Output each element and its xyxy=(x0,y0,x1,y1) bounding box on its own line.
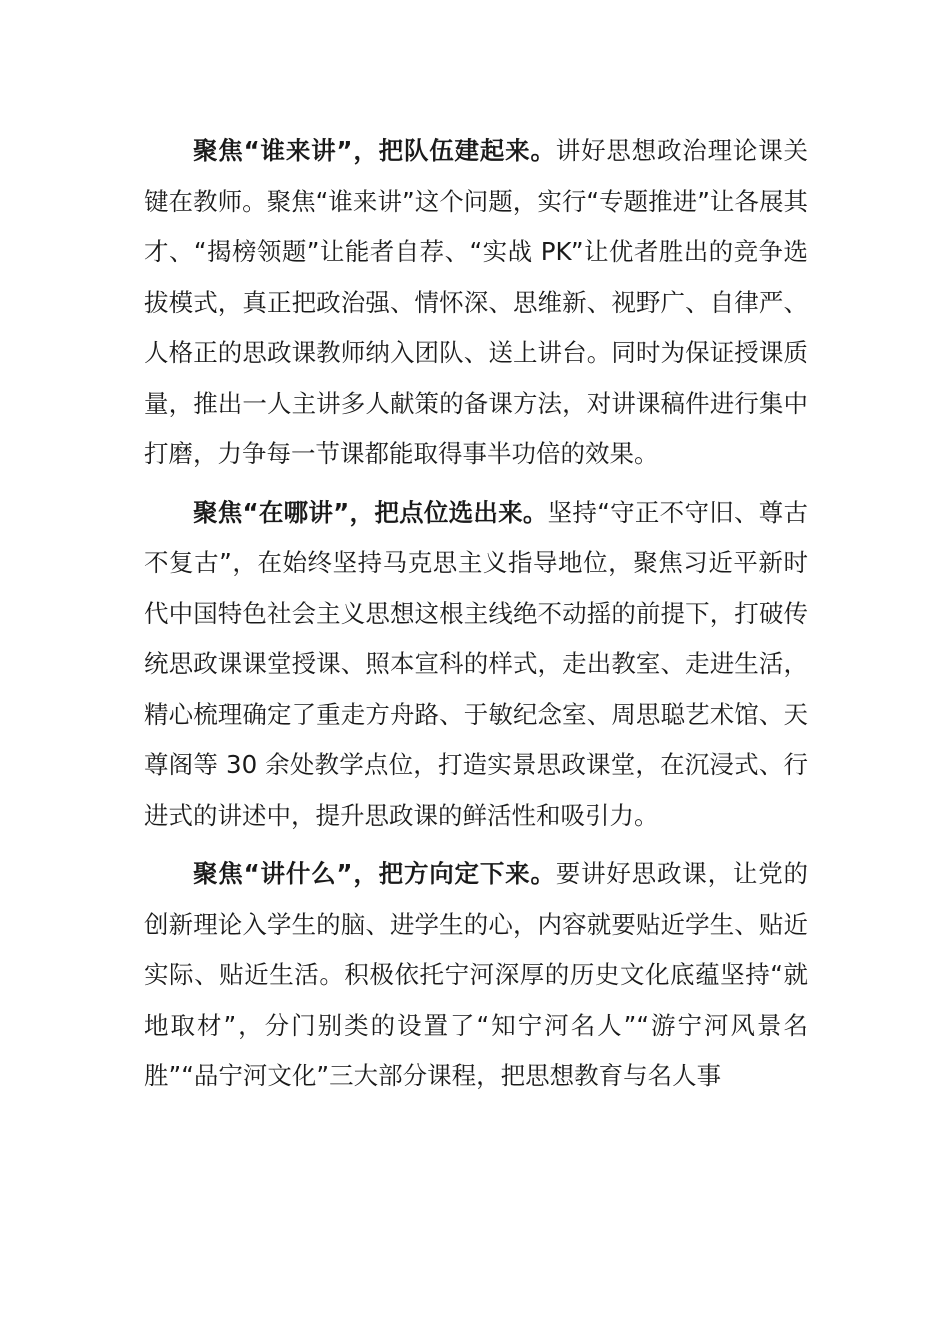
paragraph-where-to-teach xyxy=(144,488,808,842)
paragraph-body-text: 坚持“守正不守旧、尊古不复古”，在始终坚持马克思主义指导地位，聚焦习近平新时代中国特色社会主义思想这根主线绝不动摇的前提下，打破传统思政课课堂授课、照本宣科的样式，走出教室、走进生活，精心梳理确定了重走方舟路、于敏纪念室、周思聪艺术馆、天尊阁等 30 余处教学点位，打造实景思政课堂，在沉浸式、行进式的讲述中，提升思政课的鲜活性和吸引力。 xyxy=(144,497,809,830)
paragraph-body-text: 要讲好思政课，让党的创新理论入学生的脑、进学生的心，内容就要贴近学生、贴近实际、贴近生活。积极依托宁河深厚的历史文化底蕴坚持“就地取材”，分门别类的设置了“知宁河名人”“游宁河风景名胜”“品宁河文化”三大部分课程，把思想教育与名人事 xyxy=(144,859,809,1090)
document-body xyxy=(144,126,808,1110)
paragraph-who-teaches xyxy=(144,126,808,480)
paragraph-lead-heading: 聚焦“讲什么”，把方向定下来。 xyxy=(193,859,556,888)
paragraph-lead-heading: 聚焦“谁来讲”，把队伍建起来。 xyxy=(193,136,556,165)
paragraph-lead-heading: 聚焦“在哪讲”，把点位选出来。 xyxy=(193,497,548,527)
paragraph-body-text: 讲好思想政治理论课关键在教师。聚焦“谁来讲”这个问题，实行“专题推进”让各展其才、“揭榜领题”让能者自荐、“实战 PK”让优者胜出的竞争选拔模式，真正把政治强、情怀深、思维新、视野广、自律严、人格正的思政课教师纳入团队、送上讲台。同时为保证授课质量，推出一人主讲多人献策的备课方法，对讲课稿件进行集中打磨，力争每一节课都能取得事半功倍的效果。 xyxy=(144,136,809,468)
paragraph-what-to-teach xyxy=(144,849,808,1102)
